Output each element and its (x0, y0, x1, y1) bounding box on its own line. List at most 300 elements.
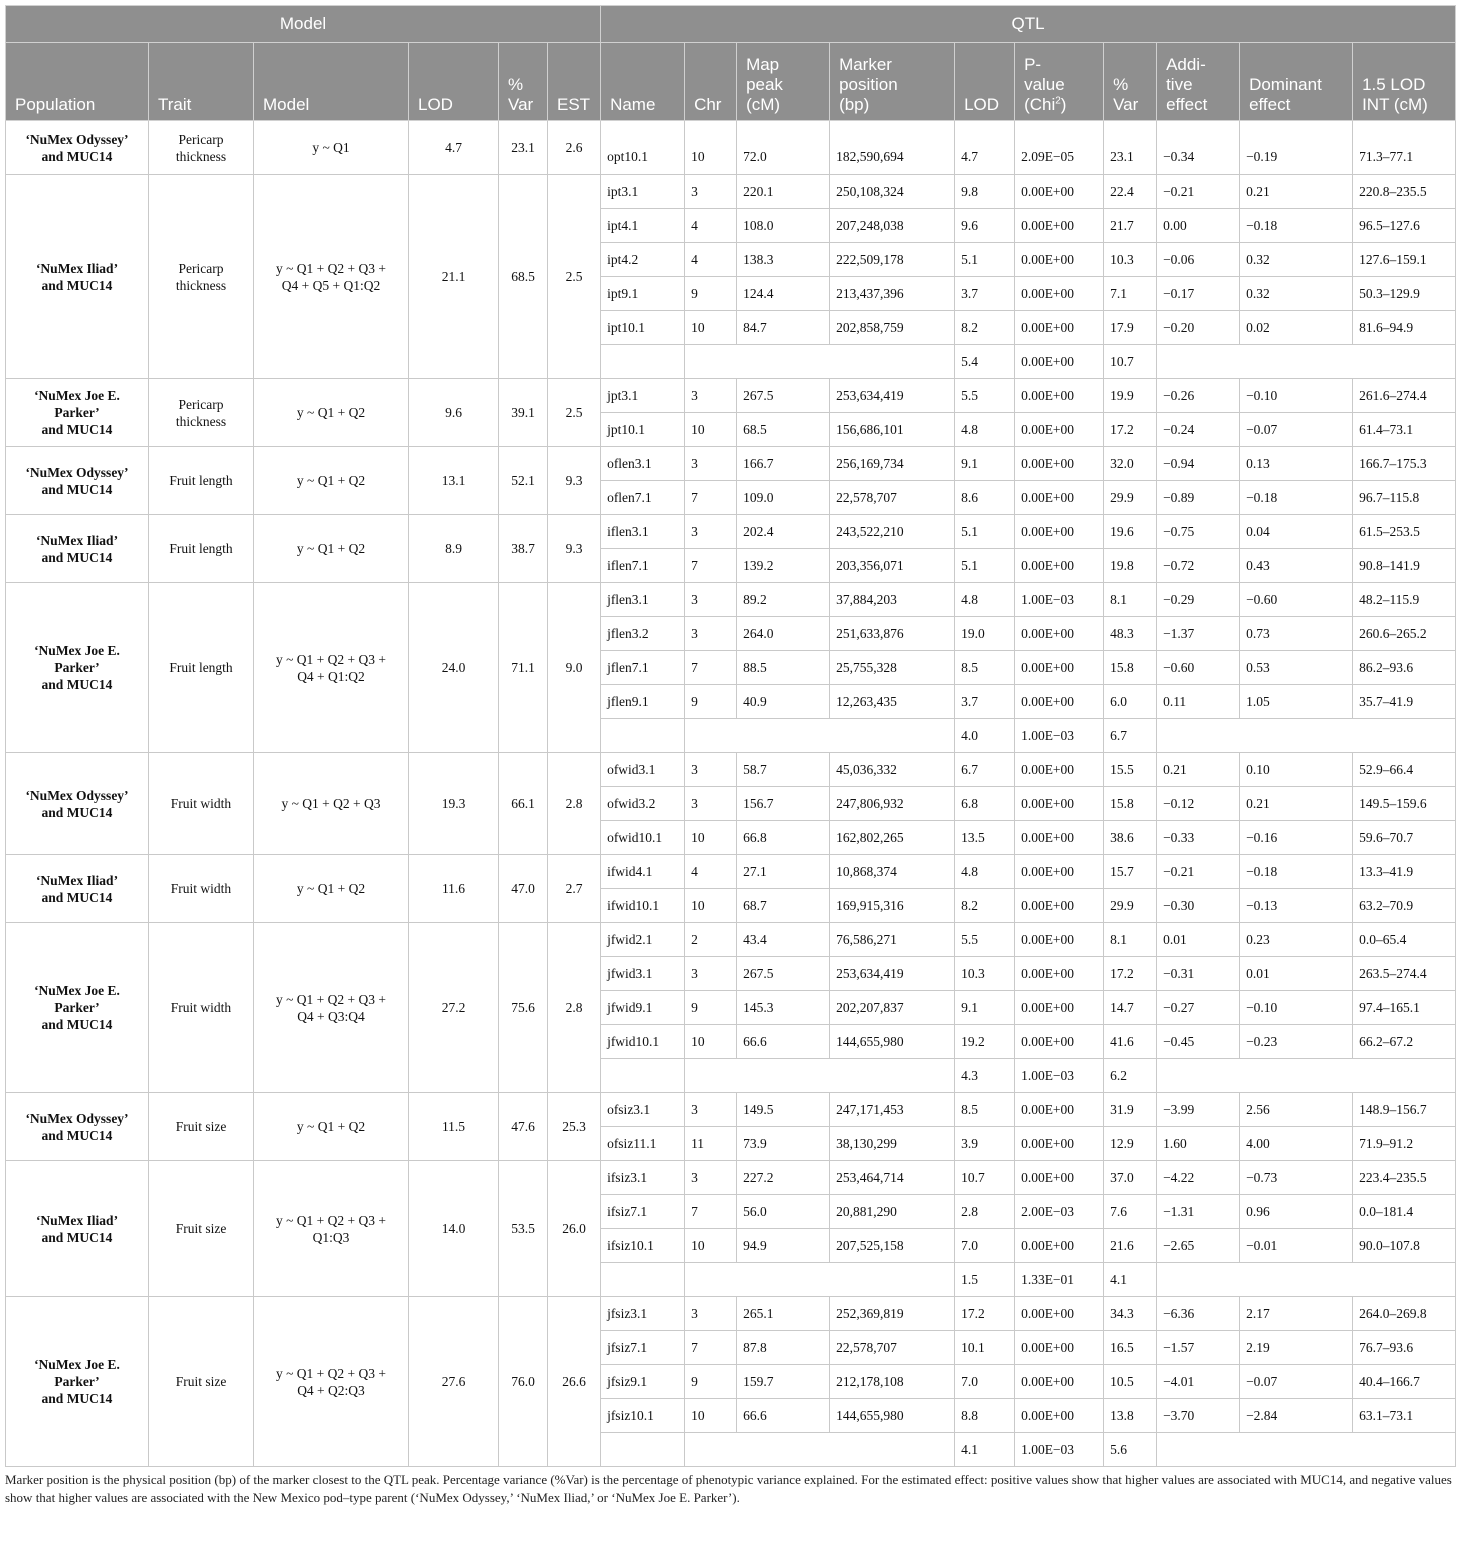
map-peak-cell: 84.7 (737, 311, 830, 345)
p-value-cell: 0.00E+00 (1015, 311, 1104, 345)
map-peak-cell: 149.5 (737, 1093, 830, 1127)
qtl-name-cell: ifsiz7.1 (601, 1195, 685, 1229)
trait-cell: Fruit size (149, 1093, 254, 1161)
model-var-cell: 47.0 (499, 855, 548, 923)
var-cell: 37.0 (1104, 1161, 1157, 1195)
trait-cell: Pericarp thickness (149, 121, 254, 175)
model-formula-cell: y ~ Q1 + Q2 + Q3 (254, 753, 409, 855)
dominant-effect-cell: 0.21 (1240, 175, 1353, 209)
chr-cell: 3 (685, 617, 737, 651)
model-est-cell: 2.8 (548, 753, 601, 855)
lod-cell: 10.7 (955, 1161, 1015, 1195)
column-header-map-peak: Map peak (cM) (737, 43, 830, 121)
trait-cell: Fruit size (149, 1161, 254, 1297)
chr-cell: 4 (685, 855, 737, 889)
interaction-p-value-cell: 1.00E−03 (1015, 1059, 1104, 1093)
lod-cell: 5.5 (955, 923, 1015, 957)
var-cell: 10.5 (1104, 1365, 1157, 1399)
model-est-cell: 2.8 (548, 923, 601, 1093)
marker-position-cell: 156,686,101 (830, 413, 955, 447)
lod-cell: 8.8 (955, 1399, 1015, 1433)
var-cell: 6.0 (1104, 685, 1157, 719)
qtl-name-cell: iflen7.1 (601, 549, 685, 583)
additive-effect-cell: −0.34 (1157, 121, 1240, 175)
model-var-cell: 52.1 (499, 447, 548, 515)
marker-position-cell: 250,108,324 (830, 175, 955, 209)
chr-cell: 9 (685, 1365, 737, 1399)
lod-interval-cell: 61.4–73.1 (1353, 413, 1456, 447)
marker-position-cell: 252,369,819 (830, 1297, 955, 1331)
additive-effect-cell: 0.00 (1157, 209, 1240, 243)
interaction-lod-cell: 5.4 (955, 345, 1015, 379)
qtl-name-cell: ifsiz3.1 (601, 1161, 685, 1195)
var-cell: 17.2 (1104, 957, 1157, 991)
qtl-name-cell: ofsiz3.1 (601, 1093, 685, 1127)
lod-cell: 8.5 (955, 651, 1015, 685)
table-row (6, 923, 1456, 957)
var-cell: 17.2 (1104, 413, 1157, 447)
chr-cell: 3 (685, 379, 737, 413)
marker-position-cell: 253,634,419 (830, 379, 955, 413)
dominant-effect-cell: −0.01 (1240, 1229, 1353, 1263)
column-header-var: % Var (499, 43, 548, 121)
population-cell: ‘NuMex Joe E. Parker’ and MUC14 (6, 1297, 149, 1467)
additive-effect-cell: −0.06 (1157, 243, 1240, 277)
lod-interval-cell: 148.9–156.7 (1353, 1093, 1456, 1127)
map-peak-cell: 56.0 (737, 1195, 830, 1229)
qtl-name-cell: jfsiz3.1 (601, 1297, 685, 1331)
p-value-cell: 0.00E+00 (1015, 1365, 1104, 1399)
lod-interval-cell: 50.3–129.9 (1353, 277, 1456, 311)
marker-position-cell: 247,171,453 (830, 1093, 955, 1127)
qtl-name-cell: jfwid2.1 (601, 923, 685, 957)
dominant-effect-cell: 2.17 (1240, 1297, 1353, 1331)
var-cell: 8.1 (1104, 583, 1157, 617)
map-peak-cell: 227.2 (737, 1161, 830, 1195)
trait-cell: Pericarp thickness (149, 175, 254, 379)
var-cell: 19.9 (1104, 379, 1157, 413)
var-cell: 21.7 (1104, 209, 1157, 243)
lod-interval-cell: 97.4–165.1 (1353, 991, 1456, 1025)
chr-cell: 7 (685, 651, 737, 685)
interaction-var-cell: 10.7 (1104, 345, 1157, 379)
lod-interval-cell: 71.3–77.1 (1353, 121, 1456, 175)
var-cell: 7.1 (1104, 277, 1157, 311)
qtl-name-cell: ipt3.1 (601, 175, 685, 209)
interaction-lod-cell: 4.0 (955, 719, 1015, 753)
qtl-name-cell: ipt4.1 (601, 209, 685, 243)
map-peak-cell: 109.0 (737, 481, 830, 515)
population-cell: ‘NuMex Iliad’ and MUC14 (6, 175, 149, 379)
table-row (6, 855, 1456, 889)
chr-cell: 3 (685, 515, 737, 549)
map-peak-cell: 27.1 (737, 855, 830, 889)
lod-cell: 19.0 (955, 617, 1015, 651)
model-est-cell: 9.3 (548, 447, 601, 515)
group-header-row (6, 6, 1456, 43)
lod-cell: 3.7 (955, 277, 1015, 311)
chr-cell: 3 (685, 583, 737, 617)
var-cell: 15.8 (1104, 651, 1157, 685)
model-var-cell: 23.1 (499, 121, 548, 175)
p-value-cell: 0.00E+00 (1015, 1331, 1104, 1365)
additive-effect-cell: −0.20 (1157, 311, 1240, 345)
p-value-cell: 0.00E+00 (1015, 209, 1104, 243)
p-value-cell: 0.00E+00 (1015, 481, 1104, 515)
empty-cell (685, 345, 955, 379)
dominant-effect-cell: 0.04 (1240, 515, 1353, 549)
var-cell: 8.1 (1104, 923, 1157, 957)
qtl-name-cell: jflen3.1 (601, 583, 685, 617)
marker-position-cell: 207,248,038 (830, 209, 955, 243)
lod-cell: 3.9 (955, 1127, 1015, 1161)
table-row (6, 753, 1456, 787)
chr-cell: 7 (685, 1195, 737, 1229)
population-cell: ‘NuMex Odyssey’ and MUC14 (6, 753, 149, 855)
map-peak-cell: 264.0 (737, 617, 830, 651)
qtl-name-cell: ofwid3.1 (601, 753, 685, 787)
empty-cell (601, 345, 685, 379)
trait-cell: Fruit size (149, 1297, 254, 1467)
additive-effect-cell: 0.01 (1157, 923, 1240, 957)
empty-cell (1157, 345, 1456, 379)
map-peak-cell: 66.6 (737, 1399, 830, 1433)
chr-cell: 4 (685, 209, 737, 243)
marker-position-cell: 25,755,328 (830, 651, 955, 685)
lod-interval-cell: 59.6–70.7 (1353, 821, 1456, 855)
map-peak-cell: 220.1 (737, 175, 830, 209)
column-header-lod: LOD (409, 43, 499, 121)
qtl-name-cell: jflen7.1 (601, 651, 685, 685)
p-value-cell: 0.00E+00 (1015, 1229, 1104, 1263)
additive-effect-cell: −0.27 (1157, 991, 1240, 1025)
additive-effect-cell: −6.36 (1157, 1297, 1240, 1331)
additive-effect-cell: −0.21 (1157, 175, 1240, 209)
additive-effect-cell: 0.11 (1157, 685, 1240, 719)
interaction-p-value-cell: 1.00E−03 (1015, 1433, 1104, 1467)
group-header-model: Model (6, 6, 601, 43)
chr-cell: 3 (685, 175, 737, 209)
map-peak-cell: 66.8 (737, 821, 830, 855)
model-formula-cell: y ~ Q1 + Q2 + Q3 + Q4 + Q3:Q4 (254, 923, 409, 1093)
empty-cell (601, 1433, 685, 1467)
column-header-row (6, 43, 1456, 121)
qtl-name-cell: jfsiz9.1 (601, 1365, 685, 1399)
qtl-name-cell: ofwid10.1 (601, 821, 685, 855)
chr-cell: 10 (685, 413, 737, 447)
model-formula-cell: y ~ Q1 (254, 121, 409, 175)
model-lod-cell: 19.3 (409, 753, 499, 855)
model-formula-cell: y ~ Q1 + Q2 (254, 379, 409, 447)
lod-interval-cell: 63.2–70.9 (1353, 889, 1456, 923)
lod-cell: 9.1 (955, 991, 1015, 1025)
model-lod-cell: 11.6 (409, 855, 499, 923)
map-peak-cell: 145.3 (737, 991, 830, 1025)
lod-cell: 17.2 (955, 1297, 1015, 1331)
chr-cell: 7 (685, 1331, 737, 1365)
dominant-effect-cell: 0.43 (1240, 549, 1353, 583)
var-cell: 21.6 (1104, 1229, 1157, 1263)
lod-cell: 8.2 (955, 311, 1015, 345)
chr-cell: 10 (685, 1025, 737, 1059)
additive-effect-cell: −4.01 (1157, 1365, 1240, 1399)
additive-effect-cell: −0.75 (1157, 515, 1240, 549)
additive-effect-cell: −1.31 (1157, 1195, 1240, 1229)
model-formula-cell: y ~ Q1 + Q2 (254, 447, 409, 515)
chr-cell: 7 (685, 481, 737, 515)
qtl-name-cell: iflen3.1 (601, 515, 685, 549)
model-est-cell: 2.7 (548, 855, 601, 923)
model-formula-cell: y ~ Q1 + Q2 + Q3 + Q4 + Q2:Q3 (254, 1297, 409, 1467)
lod-interval-cell: 90.8–141.9 (1353, 549, 1456, 583)
interaction-p-value-cell: 0.00E+00 (1015, 345, 1104, 379)
lod-interval-cell: 71.9–91.2 (1353, 1127, 1456, 1161)
dominant-effect-cell: 0.73 (1240, 617, 1353, 651)
marker-position-cell: 76,586,271 (830, 923, 955, 957)
chr-cell: 10 (685, 889, 737, 923)
marker-position-cell: 213,437,396 (830, 277, 955, 311)
table-row (6, 121, 1456, 175)
additive-effect-cell: −2.65 (1157, 1229, 1240, 1263)
model-var-cell: 75.6 (499, 923, 548, 1093)
qtl-name-cell: jpt3.1 (601, 379, 685, 413)
model-est-cell: 2.5 (548, 175, 601, 379)
qtl-name-cell: oflen3.1 (601, 447, 685, 481)
chr-cell: 10 (685, 121, 737, 175)
empty-cell (685, 1263, 955, 1297)
table-row (6, 583, 1456, 617)
marker-position-cell: 10,868,374 (830, 855, 955, 889)
dominant-effect-cell: −0.07 (1240, 413, 1353, 447)
chr-cell: 2 (685, 923, 737, 957)
var-cell: 16.5 (1104, 1331, 1157, 1365)
p-value-cell: 0.00E+00 (1015, 1399, 1104, 1433)
p-value-cell: 0.00E+00 (1015, 447, 1104, 481)
table-container (5, 5, 1455, 1507)
var-cell: 22.4 (1104, 175, 1157, 209)
empty-cell (1157, 719, 1456, 753)
qtl-name-cell: opt10.1 (601, 121, 685, 175)
marker-position-cell: 251,633,876 (830, 617, 955, 651)
column-header-trait: Trait (149, 43, 254, 121)
lod-cell: 5.1 (955, 243, 1015, 277)
p-value-cell: 0.00E+00 (1015, 617, 1104, 651)
additive-effect-cell: −0.29 (1157, 583, 1240, 617)
dominant-effect-cell: −0.13 (1240, 889, 1353, 923)
dominant-effect-cell: −0.18 (1240, 855, 1353, 889)
group-header-qtl: QTL (601, 6, 1456, 43)
marker-position-cell: 203,356,071 (830, 549, 955, 583)
model-var-cell: 71.1 (499, 583, 548, 753)
marker-position-cell: 37,884,203 (830, 583, 955, 617)
lod-cell: 6.8 (955, 787, 1015, 821)
var-cell: 32.0 (1104, 447, 1157, 481)
lod-interval-cell: 81.6–94.9 (1353, 311, 1456, 345)
interaction-lod-cell: 4.1 (955, 1433, 1015, 1467)
marker-position-cell: 202,207,837 (830, 991, 955, 1025)
dominant-effect-cell: 2.19 (1240, 1331, 1353, 1365)
model-formula-cell: y ~ Q1 + Q2 + Q3 + Q4 + Q1:Q2 (254, 583, 409, 753)
var-cell: 34.3 (1104, 1297, 1157, 1331)
p-value-cell: 0.00E+00 (1015, 413, 1104, 447)
qtl-name-cell: ifwid4.1 (601, 855, 685, 889)
map-peak-cell: 94.9 (737, 1229, 830, 1263)
column-header-lod-interval: 1.5 LOD INT (cM) (1353, 43, 1456, 121)
var-cell: 19.8 (1104, 549, 1157, 583)
qtl-name-cell: jfsiz10.1 (601, 1399, 685, 1433)
additive-effect-cell: −0.72 (1157, 549, 1240, 583)
marker-position-cell: 182,590,694 (830, 121, 955, 175)
dominant-effect-cell: −0.60 (1240, 583, 1353, 617)
marker-position-cell: 162,802,265 (830, 821, 955, 855)
qtl-name-cell: jfwid3.1 (601, 957, 685, 991)
column-header-est: EST (548, 43, 601, 121)
dominant-effect-cell: −0.19 (1240, 121, 1353, 175)
model-est-cell: 26.0 (548, 1161, 601, 1297)
model-var-cell: 53.5 (499, 1161, 548, 1297)
map-peak-cell: 156.7 (737, 787, 830, 821)
model-var-cell: 39.1 (499, 379, 548, 447)
dominant-effect-cell: 0.01 (1240, 957, 1353, 991)
map-peak-cell: 159.7 (737, 1365, 830, 1399)
table-row (6, 1161, 1456, 1195)
qtl-name-cell: jflen9.1 (601, 685, 685, 719)
lod-cell: 4.7 (955, 121, 1015, 175)
var-cell: 23.1 (1104, 121, 1157, 175)
column-header-chr: Chr (685, 43, 737, 121)
lod-interval-cell: 0.0–65.4 (1353, 923, 1456, 957)
additive-effect-cell: −0.60 (1157, 651, 1240, 685)
table-row (6, 515, 1456, 549)
qtl-table (5, 5, 1456, 1467)
p-value-cell: 2.00E−03 (1015, 1195, 1104, 1229)
lod-interval-cell: 76.7–93.6 (1353, 1331, 1456, 1365)
lod-cell: 5.1 (955, 549, 1015, 583)
marker-position-cell: 256,169,734 (830, 447, 955, 481)
lod-cell: 4.8 (955, 583, 1015, 617)
lod-cell: 5.1 (955, 515, 1015, 549)
model-formula-cell: y ~ Q1 + Q2 (254, 855, 409, 923)
p-value-cell: 0.00E+00 (1015, 753, 1104, 787)
column-header-dominant-effect: Dominant effect (1240, 43, 1353, 121)
p-value-cell: 0.00E+00 (1015, 1161, 1104, 1195)
marker-position-cell: 12,263,435 (830, 685, 955, 719)
table-row (6, 175, 1456, 209)
additive-effect-cell: −0.12 (1157, 787, 1240, 821)
p-value-cell: 0.00E+00 (1015, 1127, 1104, 1161)
model-formula-cell: y ~ Q1 + Q2 (254, 1093, 409, 1161)
column-header-population: Population (6, 43, 149, 121)
empty-cell (685, 1433, 955, 1467)
dominant-effect-cell: −0.10 (1240, 379, 1353, 413)
qtl-name-cell: ifsiz10.1 (601, 1229, 685, 1263)
chr-cell: 10 (685, 311, 737, 345)
p-value-cell: 0.00E+00 (1015, 651, 1104, 685)
chr-cell: 3 (685, 1297, 737, 1331)
marker-position-cell: 38,130,299 (830, 1127, 955, 1161)
model-var-cell: 47.6 (499, 1093, 548, 1161)
chr-cell: 3 (685, 753, 737, 787)
map-peak-cell: 139.2 (737, 549, 830, 583)
p-value-cell: 0.00E+00 (1015, 889, 1104, 923)
population-cell: ‘NuMex Iliad’ and MUC14 (6, 855, 149, 923)
lod-interval-cell: 66.2–67.2 (1353, 1025, 1456, 1059)
marker-position-cell: 207,525,158 (830, 1229, 955, 1263)
var-cell: 31.9 (1104, 1093, 1157, 1127)
model-est-cell: 9.3 (548, 515, 601, 583)
lod-interval-cell: 223.4–235.5 (1353, 1161, 1456, 1195)
p-value-cell: 0.00E+00 (1015, 1025, 1104, 1059)
lod-interval-cell: 0.0–181.4 (1353, 1195, 1456, 1229)
p-value-cell: 0.00E+00 (1015, 787, 1104, 821)
lod-cell: 4.8 (955, 413, 1015, 447)
dominant-effect-cell: −2.84 (1240, 1399, 1353, 1433)
lod-cell: 4.8 (955, 855, 1015, 889)
p-value-cell: 0.00E+00 (1015, 923, 1104, 957)
lod-interval-cell: 264.0–269.8 (1353, 1297, 1456, 1331)
population-cell: ‘NuMex Iliad’ and MUC14 (6, 515, 149, 583)
map-peak-cell: 202.4 (737, 515, 830, 549)
lod-interval-cell: 48.2–115.9 (1353, 583, 1456, 617)
var-cell: 48.3 (1104, 617, 1157, 651)
map-peak-cell: 124.4 (737, 277, 830, 311)
table-body (6, 121, 1456, 1467)
column-header-qtl-var: % Var (1104, 43, 1157, 121)
p-value-cell: 0.00E+00 (1015, 379, 1104, 413)
dominant-effect-cell: 0.53 (1240, 651, 1353, 685)
marker-position-cell: 222,509,178 (830, 243, 955, 277)
chr-cell: 10 (685, 821, 737, 855)
additive-effect-cell: −0.30 (1157, 889, 1240, 923)
lod-interval-cell: 149.5–159.6 (1353, 787, 1456, 821)
model-formula-cell: y ~ Q1 + Q2 + Q3 + Q4 + Q5 + Q1:Q2 (254, 175, 409, 379)
lod-cell: 3.7 (955, 685, 1015, 719)
map-peak-cell: 87.8 (737, 1331, 830, 1365)
model-var-cell: 66.1 (499, 753, 548, 855)
qtl-name-cell: ipt10.1 (601, 311, 685, 345)
dominant-effect-cell: 1.05 (1240, 685, 1353, 719)
interaction-p-value-cell: 1.00E−03 (1015, 719, 1104, 753)
trait-cell: Pericarp thickness (149, 379, 254, 447)
map-peak-cell: 72.0 (737, 121, 830, 175)
model-est-cell: 25.3 (548, 1093, 601, 1161)
empty-cell (685, 719, 955, 753)
empty-cell (601, 1059, 685, 1093)
population-cell: ‘NuMex Odyssey’ and MUC14 (6, 447, 149, 515)
qtl-name-cell: jpt10.1 (601, 413, 685, 447)
additive-effect-cell: 0.21 (1157, 753, 1240, 787)
population-cell: ‘NuMex Joe E. Parker’ and MUC14 (6, 923, 149, 1093)
lod-cell: 5.5 (955, 379, 1015, 413)
lod-interval-cell: 96.7–115.8 (1353, 481, 1456, 515)
marker-position-cell: 144,655,980 (830, 1025, 955, 1059)
map-peak-cell: 265.1 (737, 1297, 830, 1331)
interaction-var-cell: 4.1 (1104, 1263, 1157, 1297)
column-header-additive-effect: Addi- tive effect (1157, 43, 1240, 121)
trait-cell: Fruit length (149, 515, 254, 583)
additive-effect-cell: −1.57 (1157, 1331, 1240, 1365)
lod-cell: 6.7 (955, 753, 1015, 787)
var-cell: 17.9 (1104, 311, 1157, 345)
chr-cell: 3 (685, 957, 737, 991)
lod-cell: 8.2 (955, 889, 1015, 923)
model-est-cell: 2.5 (548, 379, 601, 447)
empty-cell (1157, 1059, 1456, 1093)
marker-position-cell: 247,806,932 (830, 787, 955, 821)
p-value-cell: 0.00E+00 (1015, 991, 1104, 1025)
var-cell: 15.8 (1104, 787, 1157, 821)
dominant-effect-cell: −0.16 (1240, 821, 1353, 855)
